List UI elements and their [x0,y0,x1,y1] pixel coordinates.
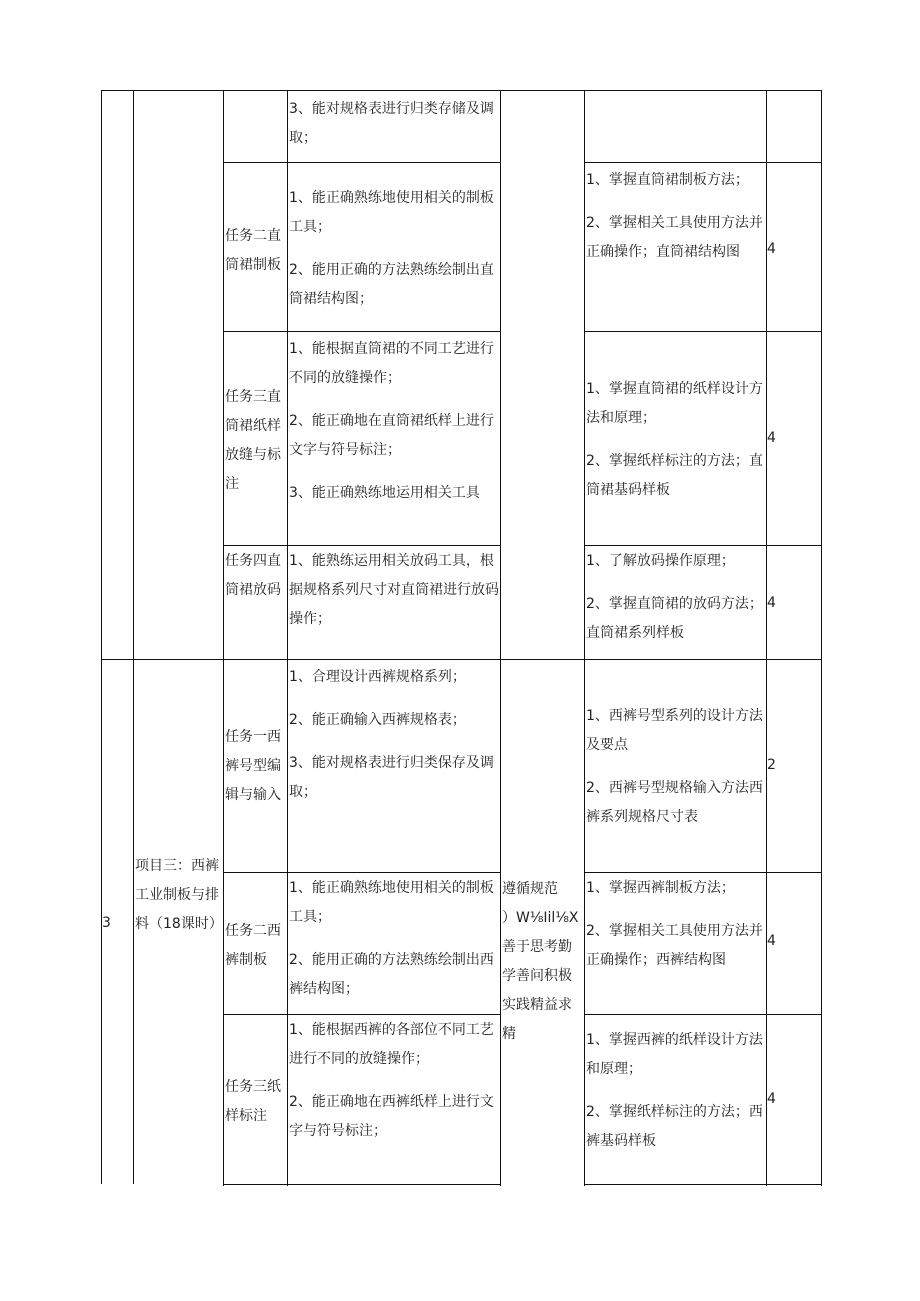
task-knowledge-cell [586,702,766,832]
task-name: 任务三直筒裙纸样放缝与标注 [225,389,281,492]
task-hours-cell [767,424,817,453]
content-line: 3、能对规格表进行归类存储及调取； [289,101,494,146]
task-hours-cell [767,751,817,780]
task-name: 任务一西裤号型编辑与输入 [225,729,281,803]
project-title-cell [135,852,221,939]
task-knowledge-cell [586,166,766,267]
content-line: 2、能用正确的方法熟练绘制出西裤结构图； [289,952,494,997]
task-hours: 4 [767,1091,776,1107]
content-line: 2、能正确输入西裤规格表； [289,712,466,728]
knowledge-line: 2、西裤号型规格输入方法西裤系列规格尺寸表 [586,780,763,825]
task-knowledge-cell [586,1026,766,1156]
content-line: 3、能对规格表进行归类保存及调取； [289,755,494,800]
content-line: 2、能正确地在直筒裙纸样上进行文字与符号标注； [289,413,494,458]
knowledge-line: 1、了解放码操作原理； [586,553,735,569]
task-name: 任务三纸样标注 [225,1079,281,1124]
knowledge-line: 1、掌握西裤的纸样设计方法和原理； [586,1032,763,1077]
task-hours: 4 [767,933,776,949]
task-knowledge-cell [586,375,766,505]
task-hours-cell [767,1085,817,1114]
knowledge-line: 1、掌握直筒裙的纸样设计方法和原理； [586,381,763,426]
knowledge-line: 2、掌握纸样标注的方法；西裤基码样板 [586,1104,763,1149]
task-name-cell [225,1073,287,1131]
task-hours-cell [767,235,817,264]
task-name-cell [225,222,287,280]
task-name: 任务二直筒裙制板 [225,228,281,273]
project-index-cell [102,909,132,938]
knowledge-line: 2、掌握相关工具使用方法并正确操作；西裤结构图 [586,923,763,968]
values-cell [502,846,584,1049]
task-name-cell [225,917,287,975]
task-hours: 2 [767,757,776,773]
values-text: 遵循规范 ）W⅛Iil⅛X 善于思考勤学善问积极实践精益求精 [502,881,579,1042]
knowledge-line: 2、掌握相关工具使用方法并正确操作；直筒裙结构图 [586,215,763,260]
task-knowledge-cell [586,547,766,648]
task-content-cell [289,184,499,314]
task-hours-cell [767,589,817,618]
task-name-cell [225,383,287,499]
content-line: 1、能根据西裤的各部位不同工艺进行不同的放缝操作； [289,1022,494,1067]
content-line: 1、能正确熟练地使用相关的制板工具； [289,190,494,235]
task-content-cell [289,663,499,807]
task-content-cell [289,1016,499,1146]
project-title: 项目三：西裤工业制板与排料（18课时） [135,858,223,932]
content-line: 3、能正确熟练地运用相关工具 [289,485,480,501]
content-line: 2、能正确地在西裤纸样上进行文字与符号标注； [289,1094,494,1139]
task-name: 任务二西裤制板 [225,923,281,968]
content-line: 1、合理设计西裤规格系列； [289,669,466,685]
content-line: 2、能用正确的方法熟练绘制出直筒裙结构图； [289,262,494,307]
content-line: 1、能熟练运用相关放码工具，根据规格系列尺寸对直筒裙进行放码操作； [289,553,499,627]
task-hours: 4 [767,595,776,611]
task-hours: 4 [767,241,776,257]
knowledge-line: 2、掌握直筒裙的放码方法；直筒裙系列样板 [586,596,763,641]
task-content-cell [289,874,499,1004]
knowledge-line: 1、掌握西裤制板方法； [586,880,735,896]
task-name: 任务四直筒裙放码 [225,553,281,598]
task-hours-cell [767,927,817,956]
continuation-content-cell [289,95,499,153]
task-hours: 4 [767,430,776,446]
knowledge-line: 1、西裤号型系列的设计方法及要点 [586,708,763,753]
content-line: 1、能根据直筒裙的不同工艺进行不同的放缝操作； [289,341,494,386]
task-knowledge-cell [586,874,766,975]
task-content-cell [289,547,499,634]
content-line: 1、能正确熟练地使用相关的制板工具； [289,880,494,925]
project-index: 3 [102,915,111,931]
task-name-cell [225,547,287,605]
task-name-cell [225,723,287,810]
knowledge-line: 1、掌握直筒裙制板方法； [586,172,749,188]
task-content-cell [289,335,499,508]
knowledge-line: 2、掌握纸样标注的方法；直筒裙基码样板 [586,453,763,498]
